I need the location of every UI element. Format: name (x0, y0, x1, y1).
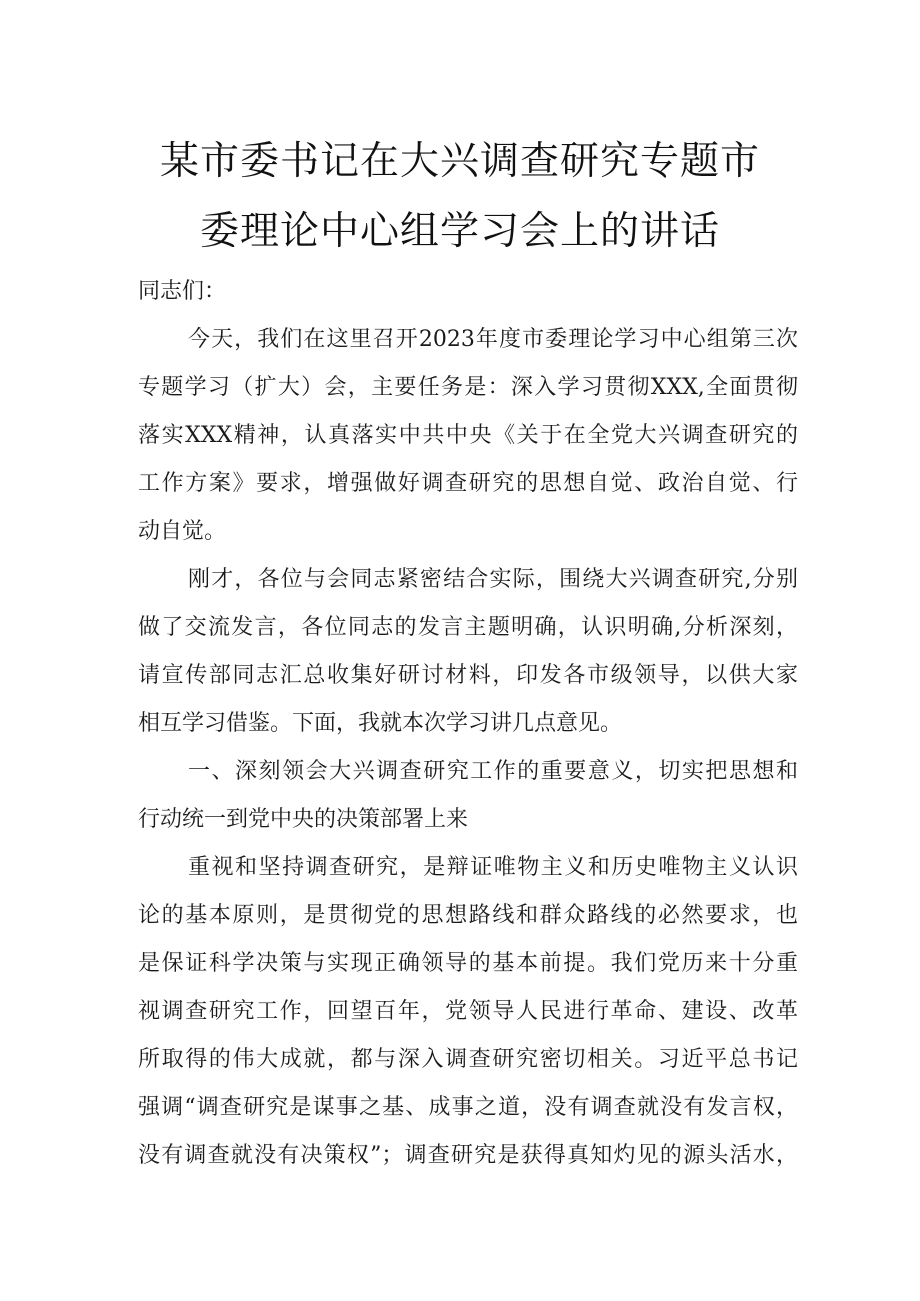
document-title-line-1: 某市委书记在大兴调查研究专题市 (159, 139, 760, 184)
paragraph-3-line-6: 强调“调查研究是谋事之基、成事之道，没有调查就没有发言权， (138, 1095, 798, 1120)
paragraph-1-line-1: 今天，我们在这里召开2023年度市委理论学习中心组第三次 (188, 327, 798, 352)
paragraph-2-line-2: 做了交流发言，各位同志的发言主题明确，认识明确,分析深刻， (138, 615, 798, 640)
paragraph-3-line-2: 论的基本原则，是贯彻党的思想路线和群众路线的必然要求，也 (138, 903, 798, 928)
section-heading-line-2: 行动统一到党中央的决策部署上来 (138, 807, 469, 832)
paragraph-1-line-2: 专题学习（扩大）会，主要任务是：深入学习贯彻XXX,全面贯彻 (138, 375, 798, 400)
paragraph-3-line-7: 没有调查就没有决策权”；调查研究是获得真知灼见的源头活水， (138, 1143, 798, 1168)
paragraph-3-line-5: 所取得的伟大成就，都与深入调查研究密切相关。习近平总书记 (138, 1047, 798, 1072)
paragraph-1-line-5: 动自觉。 (138, 519, 227, 544)
paragraph-2-line-4: 相互学习借鉴。下面，我就本次学习讲几点意见。 (138, 711, 623, 736)
paragraph-1-line-3: 落实XXX精神，认真落实中共中央《关于在全党大兴调查研究的 (138, 423, 798, 448)
paragraph-3-line-3: 是保证科学决策与实现正确领导的基本前提。我们党历来十分重 (138, 951, 798, 976)
paragraph-2-line-3: 请宣传部同志汇总收集好研讨材料，印发各市级领导，以供大家 (138, 663, 798, 688)
paragraph-2-line-1: 刚才，各位与会同志紧密结合实际，围绕大兴调查研究,分别 (188, 567, 798, 592)
document-title-line-2: 委理论中心组学习会上的讲话 (199, 209, 720, 254)
salutation: 同志们： (138, 279, 227, 304)
section-heading-line-1: 一、深刻领会大兴调查研究工作的重要意义，切实把思想和 (188, 759, 798, 784)
paragraph-3-line-1: 重视和坚持调查研究，是辩证唯物主义和历史唯物主义认识 (188, 855, 798, 880)
paragraph-1-line-4: 工作方案》要求，增强做好调查研究的思想自觉、政治自觉、行 (138, 471, 798, 496)
paragraph-3-line-4: 视调查研究工作，回望百年，党领导人民进行革命、建设、改革 (138, 999, 798, 1024)
